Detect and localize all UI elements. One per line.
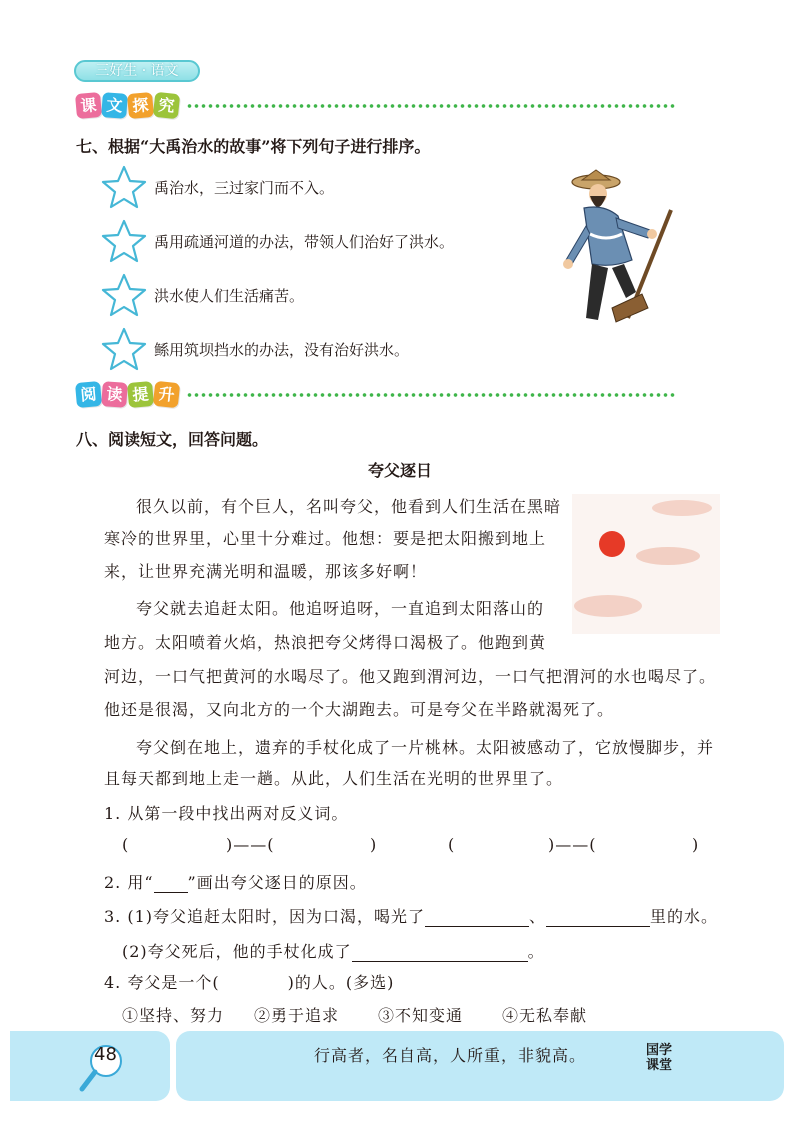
star-icon[interactable] [100, 164, 148, 210]
option-3[interactable]: ③不知变通 [378, 1006, 464, 1025]
q3-2-tail: 。 [527, 942, 545, 961]
antonym-pair-close: ) [692, 835, 700, 854]
order-item-text: 禹用疏通河道的办法，带领人们治好了洪水。 [154, 232, 455, 251]
badge-char: 究 [153, 92, 180, 119]
sub-question-2 [104, 870, 367, 893]
passage-line: 他还是很渴，又向北方的一个大湖跑去。可是夸父在半路就渴死了。 [104, 700, 615, 719]
q3-1-sep: 、 [529, 907, 547, 926]
order-item [100, 272, 304, 318]
answer-blank[interactable] [352, 943, 528, 962]
star-icon[interactable] [100, 272, 148, 318]
answer-blank[interactable] [425, 908, 529, 927]
order-item-text: 鲧用筑坝挡水的办法，没有治好洪水。 [154, 340, 410, 359]
passage-line: 很久以前，有个巨人，名叫夸父，他看到人们生活在黑暗 [136, 497, 562, 516]
antonym-pair-open: ( [122, 835, 130, 854]
footer-brand [646, 1043, 672, 1073]
passage-title: 夸父逐日 [367, 461, 432, 480]
badge-char: 探 [127, 92, 154, 119]
q2-text-b: ”画出夸父逐日的原因。 [187, 873, 367, 892]
question-8-title: 八、阅读短文，回答问题。 [76, 430, 269, 449]
star-icon[interactable] [100, 218, 148, 264]
brand-line-2: 课堂 [646, 1058, 673, 1073]
badge-char: 课 [75, 92, 102, 119]
antonym-pair-open: ( [448, 835, 456, 854]
q2-text-a: 2. 用“ [104, 873, 154, 892]
q3-2-text: (2)夸父死后，他的手杖化成了 [122, 942, 352, 961]
antonym-pair-mid[interactable]: )——( [548, 835, 597, 854]
passage-line: 夸父倒在地上，遗弃的手杖化成了一片桃林。太阳被感动了，它放慢脚步，并 [136, 738, 715, 757]
subject-tag: 三好生 · 语文 [74, 60, 200, 82]
section-badge-yuedu-tisheng [76, 382, 180, 410]
passage-line: 夸父就去追赶太阳。他追呀追呀，一直追到太阳落山的 [136, 599, 545, 618]
badge-char: 阅 [75, 381, 102, 408]
q3-1-text: 3. (1)夸父追赶太阳时，因为口渴，喝光了 [104, 907, 426, 926]
question-7-title: 七、根据“大禹治水的故事”将下列句子进行排序。 [76, 137, 431, 156]
answer-blank[interactable] [546, 908, 650, 927]
badge-char: 提 [127, 381, 154, 408]
sub-question-1: 1. 从第一段中找出两对反义词。 [104, 804, 349, 823]
option-2[interactable]: ②勇于追求 [254, 1006, 340, 1025]
star-icon[interactable] [100, 326, 148, 372]
footer-page-panel [10, 1031, 170, 1101]
passage-line: 寒冷的世界里，心里十分难过。他想：要是把太阳搬到地上 [104, 529, 547, 548]
dotted-divider [186, 392, 676, 398]
order-item-text: 禹治水，三过家门而不入。 [154, 178, 335, 197]
footer-motto-panel [176, 1031, 784, 1101]
order-item-text: 洪水使人们生活痛苦。 [154, 286, 305, 305]
passage-line: 地方。太阳喷着火焰，热浪把夸父烤得口渴极了。他跑到黄 [104, 633, 547, 652]
sub-question-3-2 [122, 939, 545, 962]
order-item [100, 218, 454, 264]
underline-sample [154, 874, 188, 893]
passage-line: 且每天都到地上走一趟。从此，人们生活在光明的世界里了。 [104, 769, 564, 788]
page-number: 48 [94, 1044, 117, 1065]
option-4[interactable]: ④无私奉献 [502, 1006, 588, 1025]
footer-motto: 行高者，名自高，人所重，非貌高。 [314, 1046, 587, 1065]
antonym-pair-mid[interactable]: )——( [226, 835, 275, 854]
sub-question-3-1 [104, 904, 718, 927]
dotted-divider [186, 103, 676, 109]
antonym-pair-close: ) [370, 835, 378, 854]
brand-line-1: 国学 [646, 1043, 673, 1058]
badge-char: 读 [101, 381, 128, 408]
option-1[interactable]: ①坚持、努力 [122, 1006, 225, 1025]
dayu-illustration [556, 168, 686, 343]
badge-char: 文 [101, 92, 128, 119]
order-item [100, 164, 334, 210]
order-item [100, 326, 409, 372]
sub-question-4[interactable]: 4. 夸父是一个( )的人。(多选) [104, 973, 395, 992]
passage-line: 河边，一口气把黄河的水喝尽了。他又跑到渭河边，一口气把渭河的水也喝尽了。 [104, 667, 717, 686]
q3-1-tail: 里的水。 [650, 907, 719, 926]
passage-line: 来，让世界充满光明和温暖，那该多好啊！ [104, 562, 428, 581]
section-badge-kewen-tanjiu [76, 93, 180, 121]
sun-clouds-illustration [572, 494, 720, 634]
badge-char: 升 [153, 381, 180, 408]
